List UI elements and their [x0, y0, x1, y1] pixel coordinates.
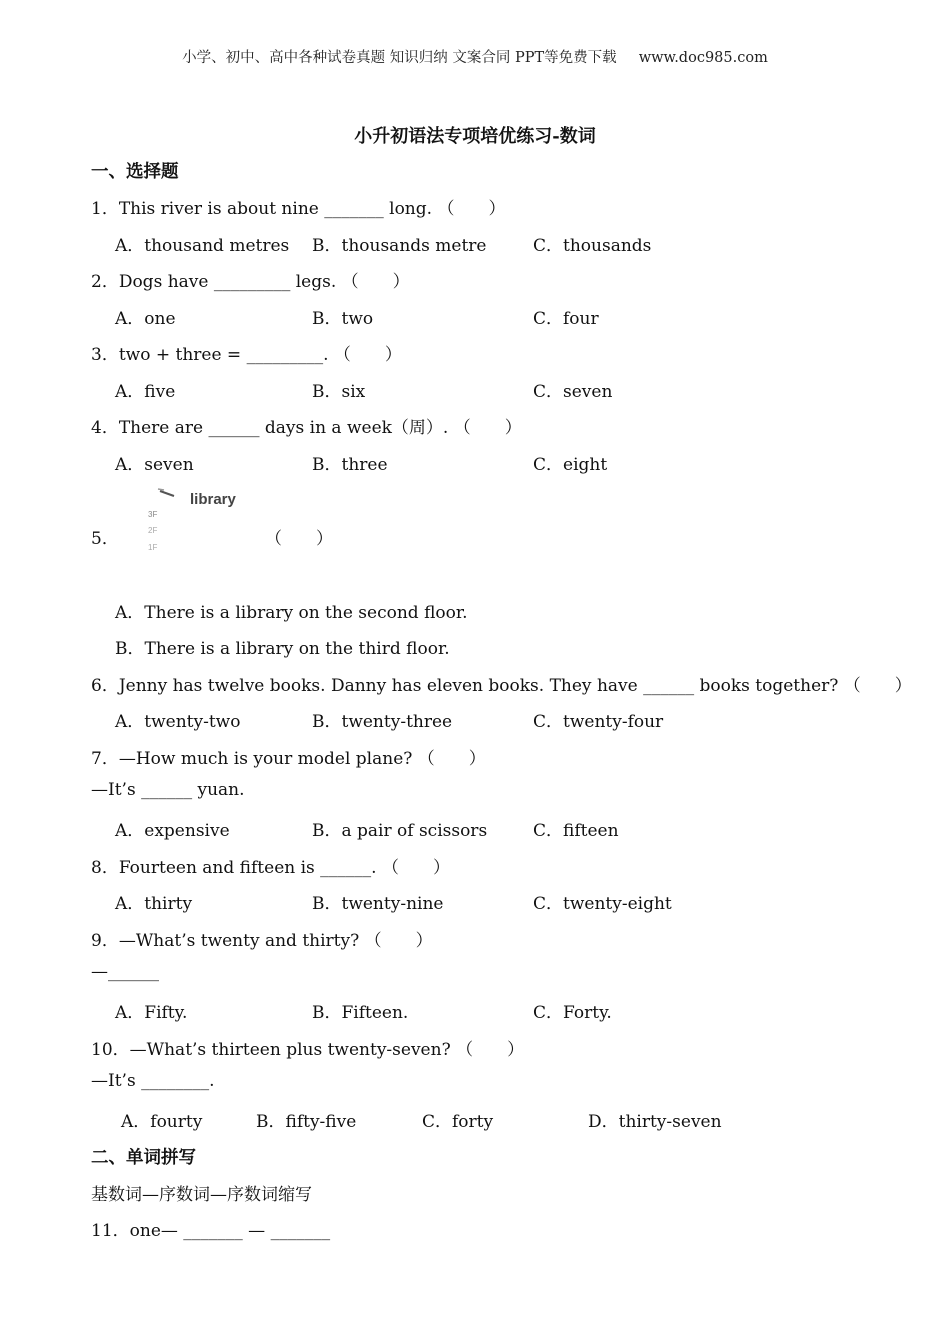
q1-option-c: C．thousands — [533, 236, 652, 256]
question-5-number: 5． — [91, 529, 119, 549]
q6-option-a: A．twenty-two — [115, 712, 241, 732]
q9-option-c: C．Forty. — [533, 1003, 612, 1023]
spelling-instruction: 基数词—序数词—序数词缩写 — [91, 1185, 312, 1205]
question-11: 11．one— _______ — _______ — [91, 1221, 331, 1241]
question-6: 6．Jenny has twelve books. Danny has eleven books. They have ______ books together? （ ） — [91, 676, 912, 696]
q8-option-c: C．twenty-eight — [533, 894, 672, 914]
q6-option-c: C．twenty-four — [533, 712, 664, 732]
question-2: 2．Dogs have _________ legs. （ ） — [91, 272, 410, 292]
page-title: 小升初语法专项培优练习-数词 — [354, 126, 596, 147]
q9-option-a: A．Fifty. — [115, 1003, 188, 1023]
q7-option-a: A．expensive — [115, 821, 230, 841]
q10-option-c: C．forty — [422, 1112, 494, 1132]
q3-option-c: C．seven — [533, 382, 613, 402]
q4-option-a: A．seven — [115, 455, 194, 475]
q9-option-b: B．Fifteen. — [312, 1003, 409, 1023]
q1-option-b: B．thousands metre — [312, 236, 487, 256]
page-header — [0, 46, 950, 67]
q7-option-c: C．fifteen — [533, 821, 619, 841]
header-site: www.doc985.com — [638, 50, 768, 66]
q4-option-b: B．three — [312, 455, 388, 475]
question-8: 8．Fourteen and fifteen is ______. （ ） — [91, 858, 450, 878]
question-1: 1．This river is about nine _______ long. （ ） — [91, 199, 506, 219]
q10-option-d: D．thirty-seven — [588, 1112, 722, 1132]
q8-option-b: B．twenty-nine — [312, 894, 444, 914]
floor-label-2f: 2F — [148, 526, 158, 535]
q7-answer-line: —It’s ______ yuan. — [91, 780, 245, 800]
q3-option-b: B．six — [312, 382, 366, 402]
library-floor-image — [144, 486, 244, 556]
question-5-paren: （ ） — [265, 529, 333, 549]
q5-option-b: B．There is a library on the third floor. — [115, 639, 450, 659]
q8-option-a: A．thirty — [115, 894, 193, 914]
q5-option-a: A．There is a library on the second floor. — [115, 603, 468, 623]
question-9: 9．—What’s twenty and thirty? （ ） — [91, 931, 433, 951]
q1-option-a: A．thousand metres — [115, 236, 290, 256]
q9-answer-line: —______ — [91, 962, 159, 982]
q10-option-b: B．fifty-five — [256, 1112, 357, 1132]
question-4: 4．There are ______ days in a week（周）. （ ） — [91, 418, 522, 438]
question-3: 3．two + three = _________. （ ） — [91, 345, 402, 365]
q6-option-b: B．twenty-three — [312, 712, 453, 732]
q7-option-b: B．a pair of scissors — [312, 821, 488, 841]
q10-option-a: A．fourty — [121, 1112, 203, 1132]
section-heading-spelling: 二、单词拼写 — [91, 1148, 196, 1168]
section-heading-choice: 一、选择题 — [91, 162, 179, 182]
q2-option-a: A．one — [115, 309, 176, 329]
library-image-label: library — [190, 491, 236, 508]
q2-option-b: B．two — [312, 309, 374, 329]
header-text: 小学、初中、高中各种试卷真题 知识归纳 文案合同 PPT等免费下载 — [182, 50, 617, 66]
q4-option-c: C．eight — [533, 455, 608, 475]
q3-option-a: A．five — [115, 382, 176, 402]
q2-option-c: C．four — [533, 309, 599, 329]
question-10: 10．—What’s thirteen plus twenty-seven? （ ） — [91, 1040, 525, 1060]
q10-answer-line: —It’s ________. — [91, 1071, 215, 1091]
question-7: 7．—How much is your model plane? （ ） — [91, 749, 486, 769]
floor-label-3f: 3F — [148, 510, 158, 519]
floor-label-1f: 1F — [148, 543, 158, 552]
